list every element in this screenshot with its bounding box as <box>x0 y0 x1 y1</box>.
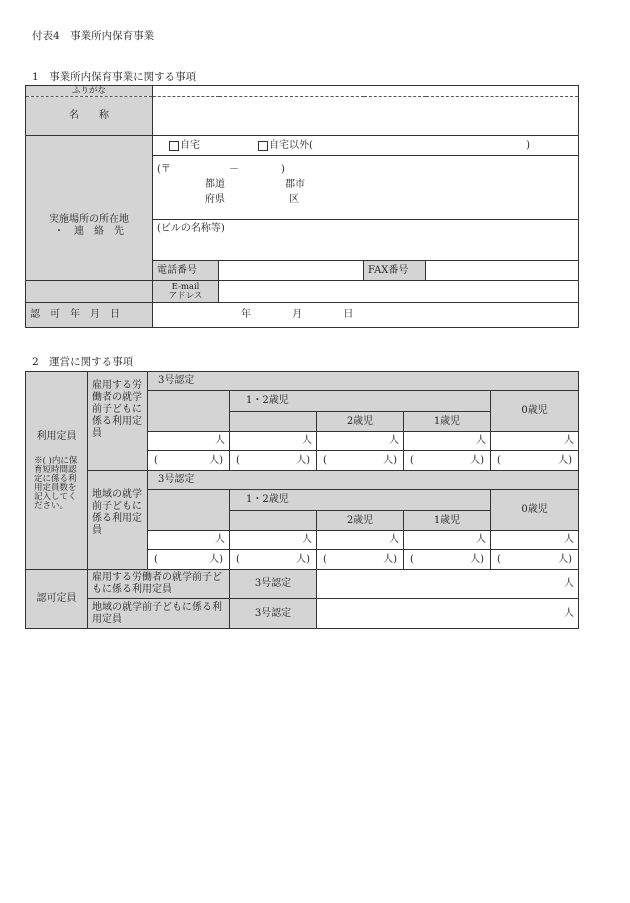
page-title: 付表4 事業所内保育事業 <box>32 30 155 42</box>
location-label-line2: ・ 連 絡 先 <box>54 226 124 237</box>
year-label: 年 <box>241 309 251 320</box>
checkbox-icon <box>169 141 179 151</box>
employee-age2-short[interactable]: ( 人) <box>317 451 404 471</box>
postal-open: (〒 <box>157 164 171 175</box>
phone-field[interactable] <box>219 261 364 281</box>
approved-capacity-label: 認可定員 <box>26 570 88 629</box>
checkbox-icon <box>258 141 268 151</box>
building-label: (ビルの名称等) <box>157 223 225 234</box>
location-label-ext <box>26 281 153 303</box>
pref-line1: 都道 <box>205 179 225 190</box>
section2-title: 2 運営に関する事項 <box>32 356 134 368</box>
community-age1-count[interactable]: 人 <box>404 531 491 550</box>
community-total-count[interactable]: 人 <box>148 531 230 550</box>
other-close: ) <box>526 139 530 151</box>
employee-age2-count[interactable]: 人 <box>317 432 404 451</box>
community-age1-short[interactable]: ( 人) <box>404 550 491 570</box>
building-field[interactable] <box>153 220 579 261</box>
employee-age2-header: 2歳児 <box>317 412 404 432</box>
address-field[interactable] <box>153 156 579 220</box>
community-age2-short[interactable]: ( 人) <box>317 550 404 570</box>
fax-field[interactable] <box>426 261 579 281</box>
employee-age12-short[interactable]: ( 人) <box>230 451 317 471</box>
employee-age12-header: 1・2歳児 <box>230 391 491 412</box>
name-label: 名 称 <box>26 97 153 136</box>
approved-employee-count[interactable]: 人 <box>317 570 579 599</box>
community-age0-short[interactable]: ( 人) <box>491 550 579 570</box>
fax-label: FAX番号 <box>364 261 426 281</box>
employee-age12-count[interactable]: 人 <box>230 432 317 451</box>
city-line1: 郡市 <box>285 179 305 190</box>
community-age12-blank <box>230 511 317 531</box>
postal-dash: － <box>229 164 239 175</box>
location-label-line1: 実施場所の所在地 <box>49 214 129 225</box>
furigana-field[interactable] <box>153 86 579 97</box>
phone-label: 電話番号 <box>153 261 219 281</box>
day-label: 日 <box>343 309 354 320</box>
approved-community-count[interactable]: 人 <box>317 599 579 629</box>
community-age2-header: 2歳児 <box>317 511 404 531</box>
employee-total-short[interactable]: ( 人) <box>148 451 230 471</box>
employee-age0-count[interactable]: 人 <box>491 432 579 451</box>
employee-age12-blank <box>230 412 317 432</box>
approval-date-label: 認 可 年 月 日 <box>26 303 153 328</box>
employee-label: 雇用する労働者の就学前子どもに係る利用定員 <box>88 372 148 471</box>
community-age2-count[interactable]: 人 <box>317 531 404 550</box>
community-header-blank <box>148 490 230 531</box>
community-age0-count[interactable]: 人 <box>491 531 579 550</box>
community-total-short[interactable]: ( 人) <box>148 550 230 570</box>
other-checkbox[interactable] <box>258 140 313 152</box>
approved-employee-label: 雇用する労働者の就学前子どもに係る利用定員 <box>88 570 230 599</box>
operation-table <box>25 371 579 629</box>
home-label: 自宅 <box>180 139 200 151</box>
employee-age1-count[interactable]: 人 <box>404 432 491 451</box>
employee-age0-short[interactable]: ( 人) <box>491 451 579 471</box>
employee-age1-short[interactable]: ( 人) <box>404 451 491 471</box>
community-age12-header: 1・2歳児 <box>230 490 491 511</box>
approved-employee-cert3: 3号認定 <box>230 570 317 599</box>
home-checkbox[interactable] <box>169 140 200 152</box>
community-age12-count[interactable]: 人 <box>230 531 317 550</box>
postal-close: ) <box>281 164 285 175</box>
month-label: 月 <box>292 309 303 320</box>
city-line2: 区 <box>289 194 299 205</box>
home-select-row <box>153 136 579 156</box>
capacity-label-cell <box>26 372 88 570</box>
approved-community-cert3: 3号認定 <box>230 599 317 629</box>
email-line2: アドレス <box>168 290 203 301</box>
other-label: 自宅以外( <box>269 139 313 151</box>
community-cert3-header: 3号認定 <box>148 471 579 490</box>
approval-date-field[interactable] <box>153 303 579 328</box>
location-label <box>26 136 153 281</box>
name-field[interactable] <box>153 97 579 136</box>
facility-info-table <box>25 85 579 328</box>
capacity-note: ※( )内に保育短時間認定に係る利用定員数を記入してください。 <box>34 455 78 511</box>
email-line1: E-mail <box>171 281 200 292</box>
community-age1-header: 1歳児 <box>404 511 491 531</box>
community-age0-header: 0歳児 <box>491 490 579 531</box>
email-label <box>153 281 219 303</box>
furigana-label: ふりがな <box>26 86 153 97</box>
employee-total-count[interactable]: 人 <box>148 432 230 451</box>
community-age12-short[interactable]: ( 人) <box>230 550 317 570</box>
pref-line2: 府県 <box>205 194 225 205</box>
employee-age1-header: 1歳児 <box>404 412 491 432</box>
email-field[interactable] <box>219 281 579 303</box>
approved-community-label: 地域の就学前子どもに係る利用定員 <box>88 599 230 629</box>
employee-cert3-header: 3号認定 <box>148 372 579 391</box>
community-label: 地域の就学前子どもに係る利用定員 <box>88 471 148 570</box>
capacity-label: 利用定員 <box>36 430 77 442</box>
employee-age0-header: 0歳児 <box>491 391 579 432</box>
employee-header-blank <box>148 391 230 432</box>
section1-title: 1 事業所内保育事業に関する事項 <box>32 71 197 83</box>
